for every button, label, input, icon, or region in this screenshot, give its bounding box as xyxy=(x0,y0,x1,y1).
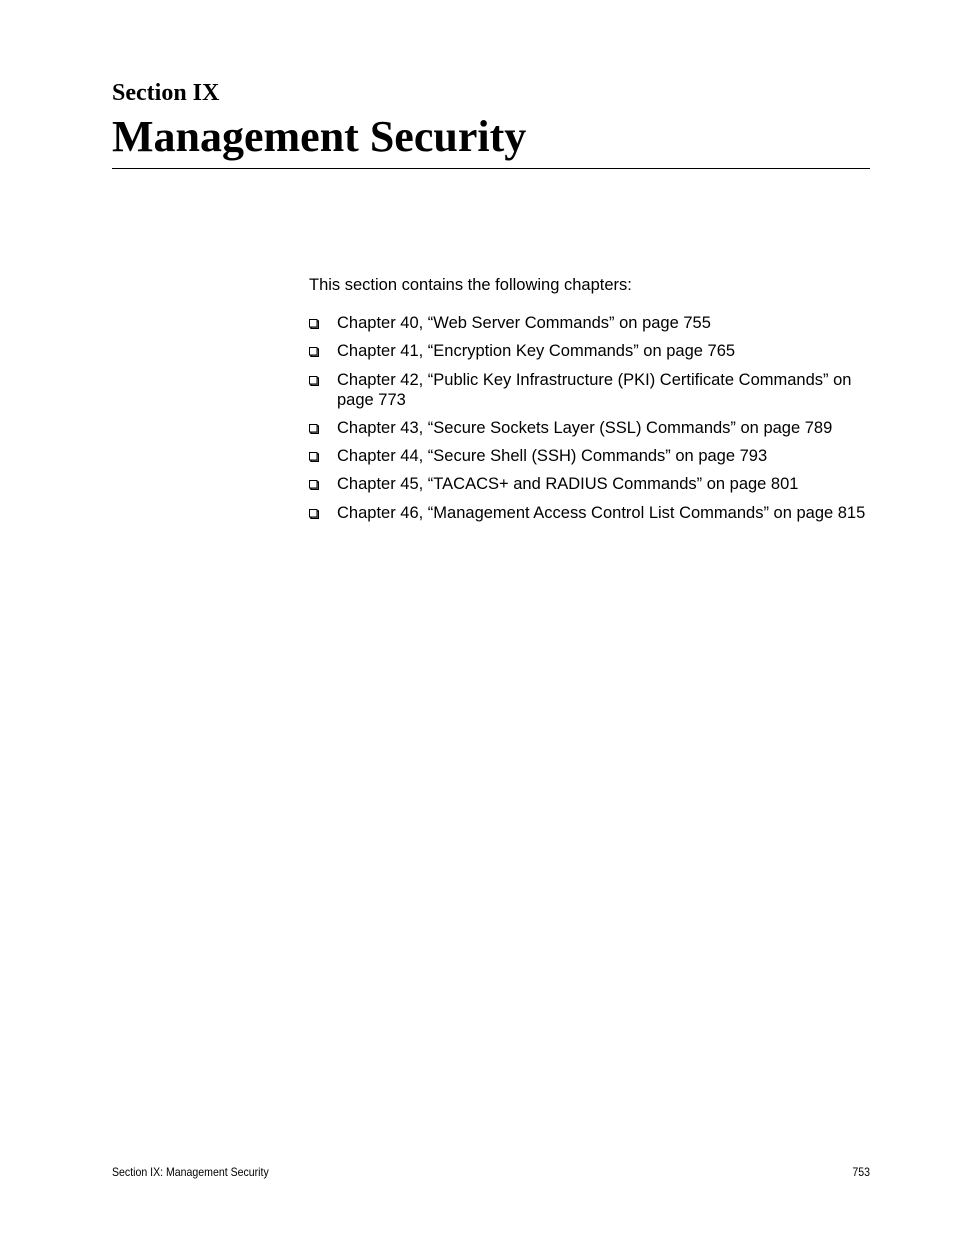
hollow-square-shadow-icon xyxy=(309,509,319,519)
chapter-link-40[interactable]: Chapter 40, “Web Server Commands” on page 755 xyxy=(337,314,711,332)
hollow-square-shadow-icon xyxy=(309,347,319,357)
chapter-list xyxy=(309,313,870,531)
hollow-square-shadow-icon xyxy=(309,480,319,490)
chapter-link-43[interactable]: Chapter 43, “Secure Sockets Layer (SSL) Commands” on page 789 xyxy=(337,418,833,437)
hollow-square-shadow-icon xyxy=(309,452,319,462)
intro-text: This section contains the following chapters: xyxy=(309,276,632,294)
list-item xyxy=(309,313,870,333)
list-item xyxy=(309,503,870,523)
list-item xyxy=(309,341,870,361)
hollow-square-shadow-icon xyxy=(309,376,319,386)
chapter-link-45[interactable]: Chapter 45, “TACACS+ and RADIUS Commands” on page 801 xyxy=(337,475,799,494)
list-item xyxy=(309,418,870,438)
hollow-square-shadow-icon xyxy=(309,424,319,434)
chapter-link-44[interactable]: Chapter 44, “Secure Shell (SSH) Commands” on page 793 xyxy=(337,447,768,466)
list-item xyxy=(309,370,870,410)
title-divider xyxy=(112,168,870,169)
hollow-square-shadow-icon xyxy=(309,319,319,329)
list-item xyxy=(309,474,870,494)
footer-page-number: 753 xyxy=(852,1165,870,1179)
chapter-link-42[interactable]: Chapter 42, “Public Key Infrastructure (PKI) Certificate Commands” on page 773 xyxy=(337,370,852,409)
footer-section-title: Section IX: Management Security xyxy=(112,1165,269,1179)
list-item xyxy=(309,446,870,466)
section-label: Section IX xyxy=(112,80,220,106)
page-title: Management Security xyxy=(112,112,527,161)
chapter-link-41[interactable]: Chapter 41, “Encryption Key Commands” on page 765 xyxy=(337,342,736,361)
chapter-link-46[interactable]: Chapter 46, “Management Access Control List Commands” on page 815 xyxy=(337,503,866,522)
